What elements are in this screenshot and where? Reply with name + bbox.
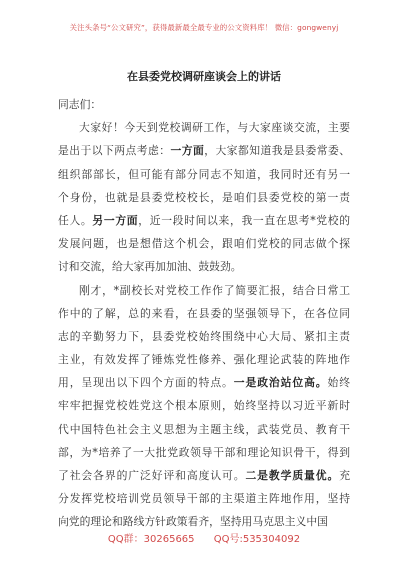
- greeting: 同志们：: [58, 98, 102, 111]
- footer: [0, 530, 408, 545]
- text-run: 充: [339, 469, 350, 482]
- text-run: 志的辛勤努力下，县委党校始终围绕中心大局、紧扣主责: [58, 329, 350, 343]
- text-run: 用，呈现出以下四个方面的特点。: [58, 376, 234, 390]
- text-line: [58, 209, 350, 232]
- text-run: 讨和交流，给大家再加加油、鼓鼓劲。: [58, 260, 242, 274]
- qq-group-number: QQ群：30265665: [107, 534, 195, 545]
- header-banner: 关注头条号“公文研究”，获得最新最全最专业的公文资料库！ 微信：gongwenyj: [69, 23, 339, 32]
- qq-number: QQ号:535304092: [213, 534, 301, 545]
- text-run: 代中国特色社会主义思想为主题主线，武装党员、教育干: [58, 422, 350, 436]
- text-run: 向党的理论和路线方针政策看齐，坚持用马克思主义中国: [58, 515, 328, 529]
- text-run: 大家好！今天到党校调研工作，与大家座谈交流，主要: [79, 121, 350, 135]
- text-line: [58, 139, 350, 162]
- text-run: 是出于以下两点考虑：: [58, 144, 171, 158]
- text-run: 刚才，*副校长对党校工作作了简要汇报，结合日常工: [79, 283, 350, 297]
- bold-run: 一是政治站位高。: [233, 376, 328, 390]
- text-line: [58, 371, 350, 394]
- text-run: 部，为*培养了一大批党政领导干部和理论知识骨干，得到: [58, 445, 350, 459]
- text-run: 作中的了解，总的来看，在县委的坚强领导下，在各位同: [58, 306, 350, 320]
- bold-run: 二是教学质量优。: [245, 469, 340, 482]
- text-line: [58, 348, 350, 371]
- text-line: [58, 279, 350, 302]
- text-run: ，近一段时间以来，我一直在思考*党校的: [138, 213, 351, 227]
- text-run: 牢牢把握党校姓党这个根本原则，始终坚持以习近平新时: [58, 399, 350, 413]
- text-line: [58, 232, 350, 255]
- text-run: 主业，有效发挥了锤炼党性修养、强化理论武装的阵地作: [58, 353, 350, 367]
- text-line: [58, 302, 350, 325]
- text-line: [58, 325, 350, 348]
- text-run: 发展问题，也是想借这个机会，跟咱们党校的同志做个探: [58, 237, 350, 251]
- text-line: [58, 163, 350, 186]
- text-run: 组织部部长，但可能有部分同志不知道，我同时还有另一: [58, 167, 350, 181]
- text-run: 任人。: [58, 213, 93, 227]
- page-title: 在县委党校调研座谈会上的讲话: [127, 70, 281, 83]
- text-line: [58, 441, 350, 464]
- bold-run: 另一方面: [92, 213, 139, 227]
- paragraphs: [58, 116, 350, 533]
- paragraph: [58, 279, 350, 534]
- text-line: [58, 464, 350, 487]
- text-line: [58, 394, 350, 417]
- text-line: [58, 255, 350, 278]
- text-run: 个身份，也就是县委党校校长，是咱们县委党校的第一责: [58, 190, 350, 204]
- text-line: [58, 487, 350, 510]
- text-line: [58, 418, 350, 441]
- text-run: 分发挥党校培训党员领导干部的主渠道主阵地作用，坚持: [58, 492, 350, 506]
- paragraph: [58, 116, 350, 278]
- text-line: [58, 186, 350, 209]
- text-run: 始终: [327, 376, 351, 390]
- text-run: 了社会各界的广泛好评和高度认可。: [58, 469, 246, 482]
- document-body: [58, 93, 350, 534]
- bold-run: 一方面: [170, 144, 205, 158]
- text-line: [58, 116, 350, 139]
- text-run: ，大家都知道我是县委常委、: [204, 144, 351, 158]
